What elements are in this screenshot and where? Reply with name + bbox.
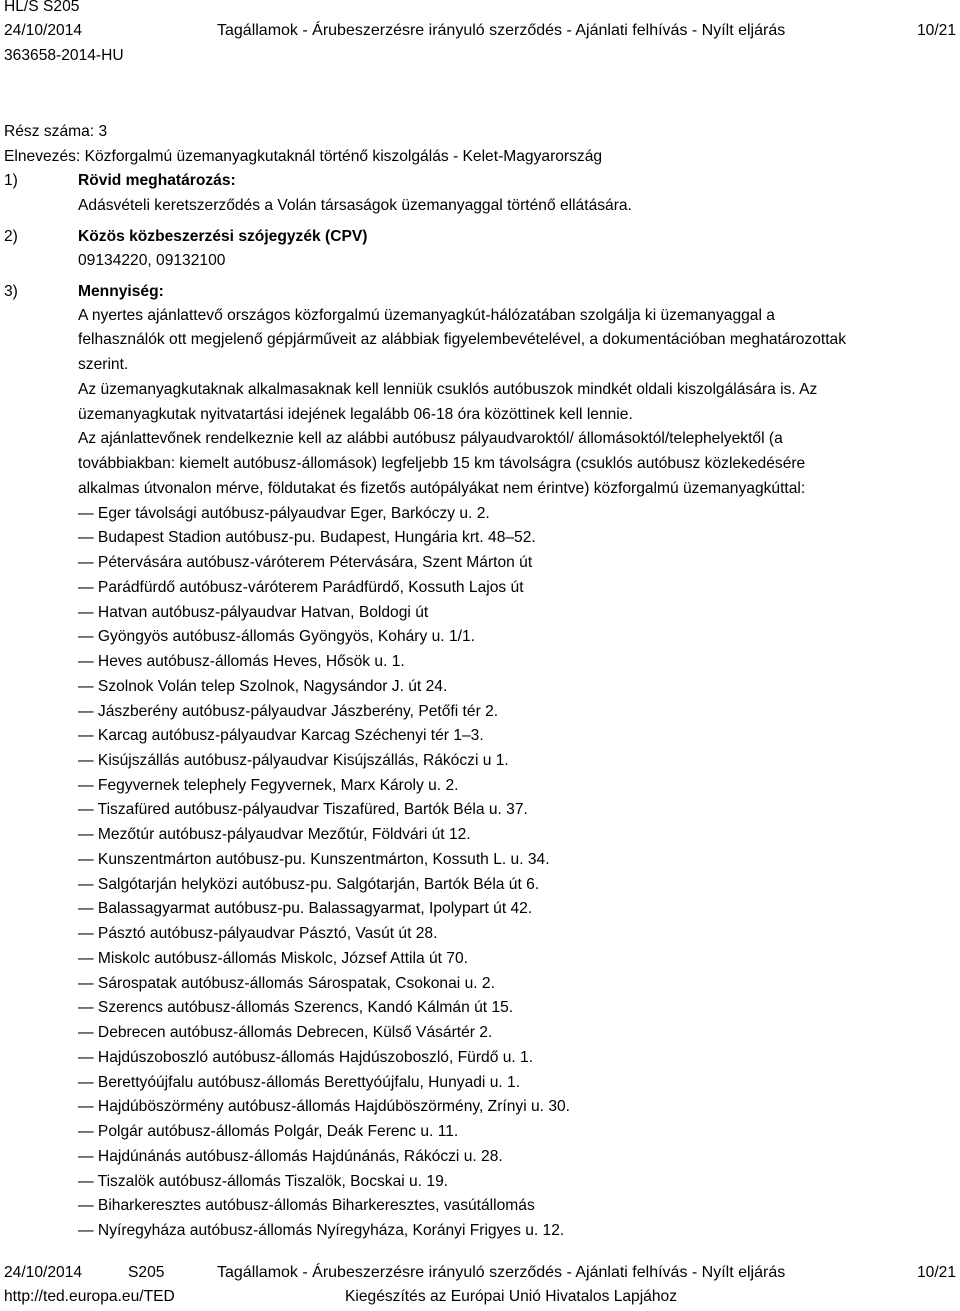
footer-code: S205 [128, 1264, 165, 1281]
section-2-number: 2) [4, 228, 18, 245]
station-list-item: — Tiszafüred autóbusz-pályaudvar Tiszafüred, Bartók Béla u. 37. [78, 801, 528, 818]
footer-publisher: Kiegészítés az Európai Unió Hivatalos Lapjához [345, 1288, 677, 1305]
station-list-item: — Nyíregyháza autóbusz-állomás Nyíregyháza, Korányi Frigyes u. 12. [78, 1222, 565, 1239]
section-1-text: Adásvételi keretszerződés a Volán társaságok üzemanyaggal történő ellátására. [78, 197, 632, 214]
section-2-heading: Közös közbeszerzési szójegyzék (CPV) [78, 228, 368, 245]
quantity-text-line: Az üzemanyagkutaknak alkalmasaknak kell lenniük csuklós autóbuszok mindkét oldali kiszolgálására is. Az [78, 381, 818, 398]
station-list-item: — Miskolc autóbusz-állomás Miskolc, József Attila út 70. [78, 950, 468, 967]
section-3-number: 3) [4, 283, 18, 300]
station-list-item: — Hajdúböszörmény autóbusz-állomás Hajdúböszörmény, Zrínyi u. 30. [78, 1098, 571, 1115]
station-list-item: — Karcag autóbusz-pályaudvar Karcag Széchenyi tér 1–3. [78, 727, 484, 744]
station-list-item: — Mezőtúr autóbusz-pályaudvar Mezőtúr, Földvári út 12. [78, 826, 471, 843]
quantity-text-line: üzemanyagkutak nyitvatartási idejének legalább 06-18 óra közöttinek kell lennie. [78, 406, 633, 423]
quantity-text-line: továbbiakban: kiemelt autóbusz-állomások) legfeljebb 15 km távolságra (csuklós autóbusz közlekedésére [78, 455, 806, 472]
station-list-item: — Debrecen autóbusz-állomás Debrecen, Külső Vásártér 2. [78, 1024, 493, 1041]
station-list-item: — Balassagyarmat autóbusz-pu. Balassagyarmat, Ipolypart út 42. [78, 900, 533, 917]
footer-page-number: 10/21 [916, 1264, 956, 1281]
section-1-number: 1) [4, 172, 18, 189]
quantity-text-line: A nyertes ajánlattevő országos közforgalmú üzemanyagkút-hálózatában szolgálja ki üzemanyaggal a [78, 307, 775, 324]
station-list-item: — Tiszalök autóbusz-állomás Tiszalök, Bocskai u. 19. [78, 1173, 449, 1190]
station-list-item: — Polgár autóbusz-állomás Polgár, Deák Ferenc u. 11. [78, 1123, 459, 1140]
station-list-item: — Fegyvernek telephely Fegyvernek, Marx Károly u. 2. [78, 777, 459, 794]
station-list-item: — Kisújszállás autóbusz-pályaudvar Kisújszállás, Rákóczi u 1. [78, 752, 509, 769]
station-list-item: — Hatvan autóbusz-pályaudvar Hatvan, Boldogi út [78, 604, 429, 621]
part-number: Rész száma: 3 [4, 123, 108, 140]
station-list-item: — Heves autóbusz-állomás Heves, Hősök u. 1. [78, 653, 405, 670]
station-list-item: — Jászberény autóbusz-pályaudvar Jászberény, Petőfi tér 2. [78, 703, 499, 720]
station-list-item: — Hajdúnánás autóbusz-állomás Hajdúnánás, Rákóczi u. 28. [78, 1148, 503, 1165]
header-title: Tagállamok - Árubeszerzésre irányuló szerződés - Ajánlati felhívás - Nyílt eljárás [217, 22, 786, 39]
quantity-text-line: alkalmas útvonalon mérve, földutakat és fizetős autópályákat nem érintve) közforgalmú üzemanyagkúttal: [78, 480, 806, 497]
station-list-item: — Parádfürdő autóbusz-váróterem Parádfürdő, Kossuth Lajos út [78, 579, 524, 596]
part-name: Elnevezés: Közforgalmú üzemanyagkutaknál történő kiszolgálás - Kelet-Magyarország [4, 148, 603, 165]
quantity-text-line: felhasználók ott megjelenő gépjárműveit az alábbiak figyelembevételével, a dokumentációban meghatározottak [78, 331, 847, 348]
station-list-item: — Szerencs autóbusz-állomás Szerencs, Kandó Kálmán út 15. [78, 999, 514, 1016]
cpv-codes: 09134220, 09132100 [78, 252, 226, 269]
section-3-heading: Mennyiség: [78, 283, 164, 300]
header-code: HL/S S205 [4, 0, 80, 15]
quantity-text-line: Az ajánlattevőnek rendelkeznie kell az alábbi autóbusz pályaudvaroktól/ állomásoktól/telephelyektől (a [78, 430, 783, 447]
station-list-item: — Budapest Stadion autóbusz-pu. Budapest, Hungária krt. 48–52. [78, 529, 536, 546]
station-list-item: — Kunszentmárton autóbusz-pu. Kunszentmárton, Kossuth L. u. 34. [78, 851, 550, 868]
header-date: 24/10/2014 [4, 22, 83, 39]
station-list-item: — Eger távolsági autóbusz-pályaudvar Eger, Barkóczy u. 2. [78, 505, 490, 522]
header-page-number: 10/21 [916, 22, 956, 39]
station-list-item: — Biharkeresztes autóbusz-állomás Biharkeresztes, vasútállomás [78, 1197, 535, 1214]
footer-url: http://ted.europa.eu/TED [4, 1288, 175, 1305]
section-1-heading: Rövid meghatározás: [78, 172, 236, 189]
station-list-item: — Pétervására autóbusz-váróterem Pétervására, Szent Márton út [78, 554, 533, 571]
station-list-item: — Szolnok Volán telep Szolnok, Nagysándor J. út 24. [78, 678, 448, 695]
station-list-item: — Berettyóújfalu autóbusz-állomás Berettyóújfalu, Hunyadi u. 1. [78, 1074, 521, 1091]
station-list-item: — Pásztó autóbusz-pályaudvar Pásztó, Vasút út 28. [78, 925, 438, 942]
station-list-item: — Sárospatak autóbusz-állomás Sárospatak, Csokonai u. 2. [78, 975, 495, 992]
footer-date: 24/10/2014 [4, 1264, 83, 1281]
station-list-item: — Hajdúszoboszló autóbusz-állomás Hajdúszoboszló, Fürdő u. 1. [78, 1049, 534, 1066]
station-list-item: — Salgótarján helyközi autóbusz-pu. Salgótarján, Bartók Béla út 6. [78, 876, 540, 893]
header-doc-id: 363658-2014-HU [4, 47, 124, 64]
station-list-item: — Gyöngyös autóbusz-állomás Gyöngyös, Koháry u. 1/1. [78, 628, 475, 645]
footer-title: Tagállamok - Árubeszerzésre irányuló szerződés - Ajánlati felhívás - Nyílt eljárás [217, 1264, 786, 1281]
quantity-text-line: szerint. [78, 356, 129, 373]
